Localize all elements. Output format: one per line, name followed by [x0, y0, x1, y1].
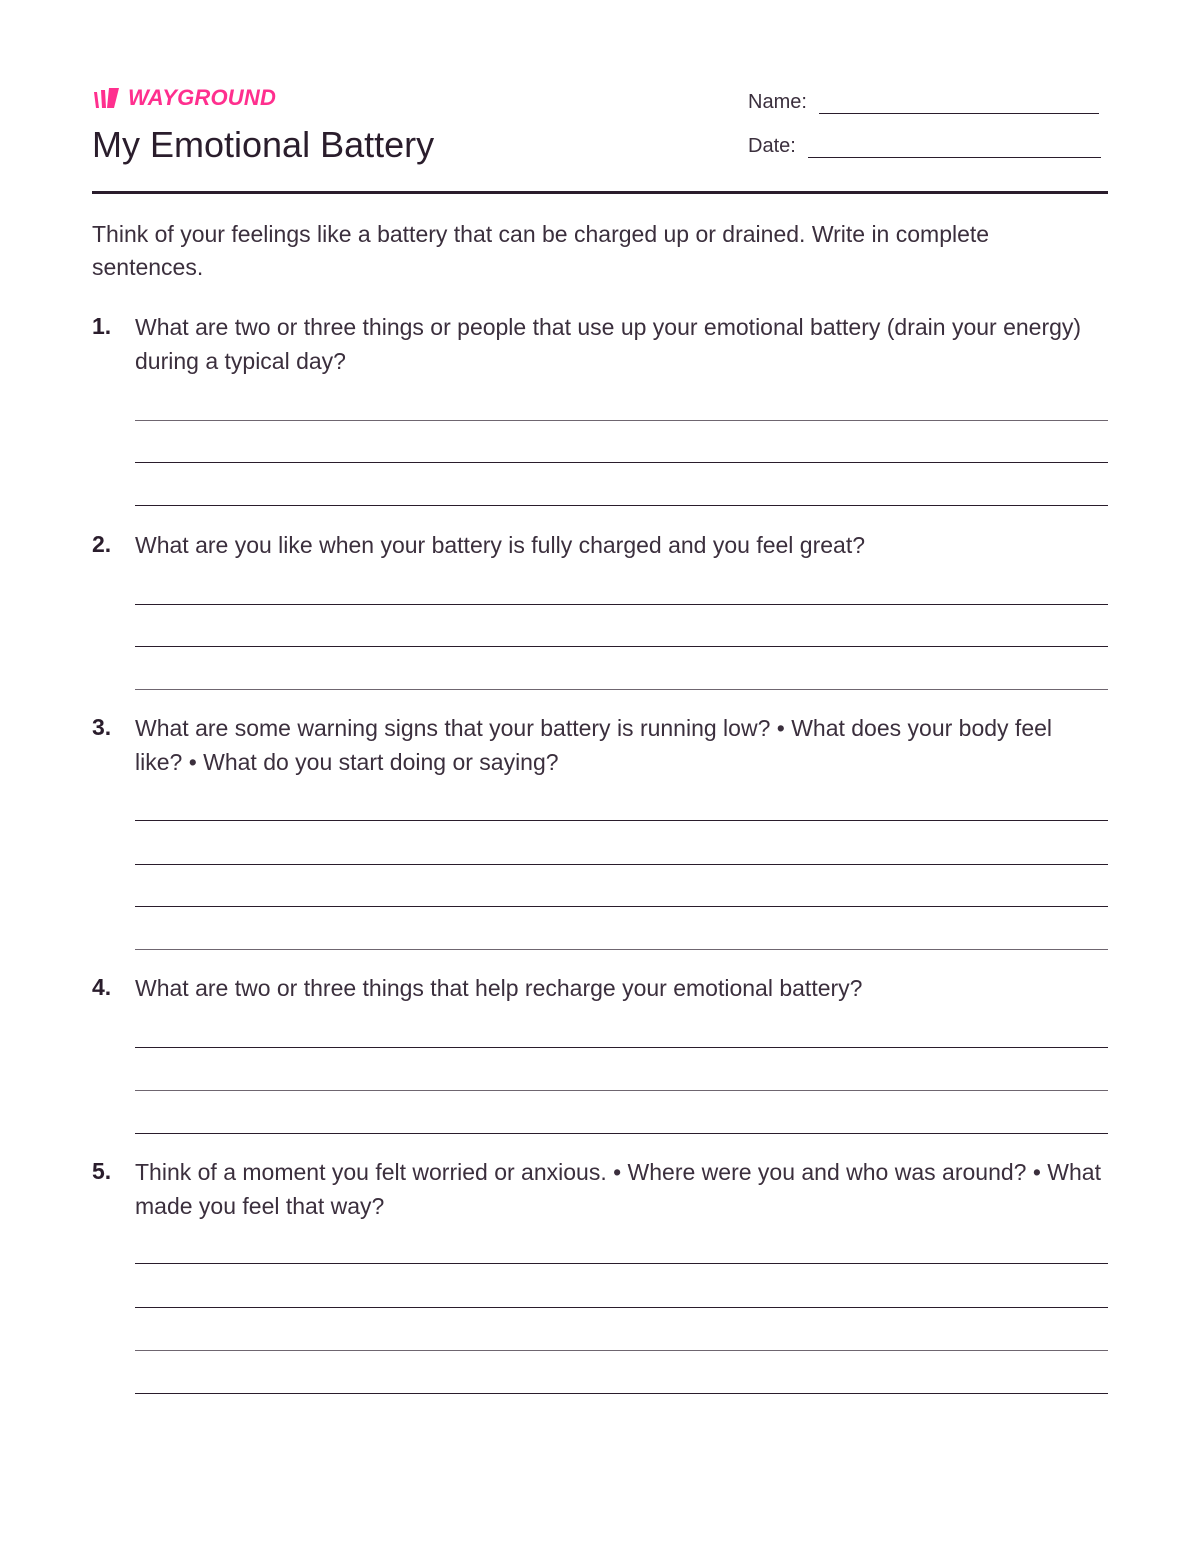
question-number: 2.: [92, 531, 112, 557]
answer-line[interactable]: [135, 646, 1108, 647]
answer-line[interactable]: [135, 1350, 1108, 1351]
answer-line[interactable]: [135, 1393, 1108, 1394]
answer-line[interactable]: [135, 462, 1108, 463]
date-write-line[interactable]: [808, 157, 1101, 158]
question-number: 4.: [92, 974, 112, 1000]
brand-logo: [92, 86, 276, 110]
answer-line[interactable]: [135, 604, 1108, 605]
answer-line[interactable]: [135, 1133, 1108, 1134]
date-label: Date:: [748, 135, 796, 157]
answer-line[interactable]: [135, 820, 1108, 821]
question-number: 3.: [92, 714, 112, 740]
question-text: What are two or three things that help recharge your emotional battery?: [135, 975, 863, 1001]
question-text: Think of a moment you felt worried or anxious. • Where were you and who was around? • What made you feel that way?: [135, 1159, 1101, 1219]
name-label: Name:: [748, 91, 807, 113]
name-field[interactable]: [748, 90, 1099, 114]
answer-line[interactable]: [135, 1090, 1108, 1091]
answer-line[interactable]: [135, 864, 1108, 865]
answer-line[interactable]: [135, 1307, 1108, 1308]
name-write-line[interactable]: [819, 113, 1099, 114]
date-field[interactable]: [748, 134, 1101, 158]
answer-line[interactable]: [135, 420, 1108, 421]
question-number: 5.: [92, 1158, 112, 1184]
wayground-logo-icon: [92, 86, 122, 110]
page-title: My Emotional Battery: [92, 124, 435, 165]
header-divider: [92, 191, 1108, 194]
answer-line[interactable]: [135, 505, 1108, 506]
answer-line[interactable]: [135, 1047, 1108, 1048]
answer-line[interactable]: [135, 949, 1108, 950]
question-text: What are some warning signs that your battery is running low? • What does your body feel like? • What do you start doing or saying?: [135, 715, 1053, 775]
question-text: What are two or three things or people that use up your emotional battery (drain your energy) during a typical day?: [135, 314, 1082, 374]
instructions: Think of your feelings like a battery that can be charged up or drained. Write in complete sentences.: [92, 221, 990, 280]
answer-line[interactable]: [135, 906, 1108, 907]
answer-line[interactable]: [135, 1263, 1108, 1264]
question-number: 1.: [92, 313, 112, 339]
question-text: What are you like when your battery is fully charged and you feel great?: [135, 532, 866, 558]
answer-line[interactable]: [135, 689, 1108, 690]
brand-name: WAYGROUND: [128, 85, 277, 110]
